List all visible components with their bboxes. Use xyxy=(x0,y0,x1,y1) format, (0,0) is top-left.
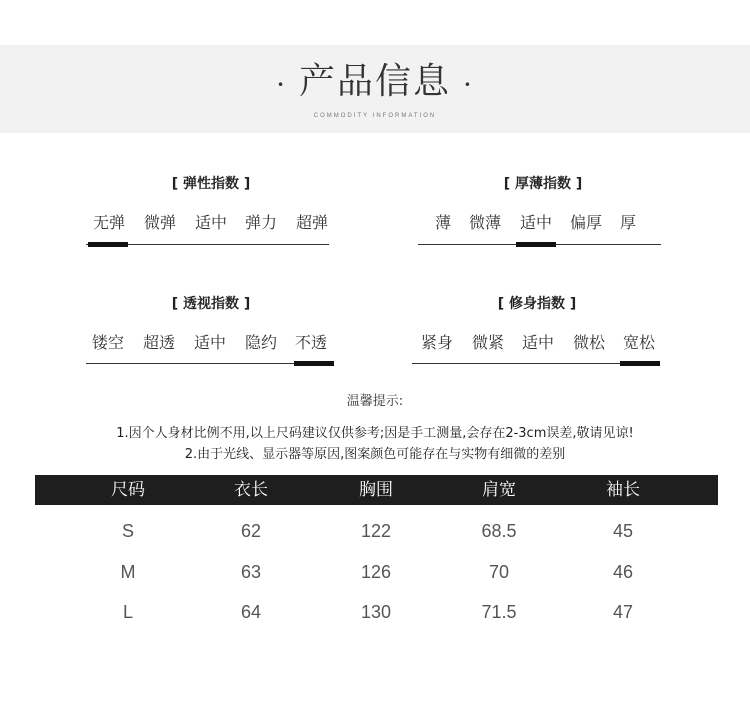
table-row xyxy=(35,597,718,627)
index-selected-marker xyxy=(88,242,128,247)
index-option: 厚 xyxy=(619,213,636,232)
table-header-cell: 衣长 xyxy=(234,480,268,500)
index-title: [ 透视指数 ] xyxy=(171,296,251,312)
title-dot-left: · xyxy=(276,67,287,101)
index-option: 适中 xyxy=(194,213,227,232)
notes-title: 温馨提示: xyxy=(346,394,404,409)
thickness-index xyxy=(418,174,668,236)
index-options xyxy=(86,330,336,356)
table-cell: 46 xyxy=(612,562,634,582)
title-text: 产品信息 xyxy=(298,61,451,102)
index-selected-marker xyxy=(516,242,556,247)
index-option: 弹力 xyxy=(244,213,277,232)
table-cell: S xyxy=(121,521,134,541)
index-option: 微薄 xyxy=(468,213,501,232)
table-cell: 47 xyxy=(612,602,634,622)
table-cell: 122 xyxy=(360,521,392,541)
size-table-header xyxy=(35,475,718,505)
table-cell: 126 xyxy=(360,562,392,582)
index-selected-marker xyxy=(294,361,334,366)
title-dot-right: · xyxy=(463,67,474,101)
table-cell: 64 xyxy=(240,602,262,622)
index-option: 超透 xyxy=(142,333,175,352)
transparency-index xyxy=(86,294,336,356)
index-title: [ 修身指数 ] xyxy=(497,296,577,312)
index-options xyxy=(86,210,336,236)
index-option: 隐约 xyxy=(244,333,277,352)
table-header-cell: 肩宽 xyxy=(482,480,516,500)
index-options xyxy=(412,330,662,356)
index-title: [ 厚薄指数 ] xyxy=(503,176,583,192)
table-header-cell: 尺码 xyxy=(111,480,145,500)
table-cell: 63 xyxy=(240,562,262,582)
header-banner xyxy=(0,45,750,133)
index-option: 不透 xyxy=(294,333,327,352)
note-line-1: 1.因个人身材比例不用,以上尺码建议仅供参考;因是手工测量,会存在2-3cm误差,敬请见谅! xyxy=(116,426,634,441)
table-cell: 68.5 xyxy=(481,521,517,541)
table-cell: 71.5 xyxy=(481,602,517,622)
index-option: 适中 xyxy=(521,333,554,352)
index-option: 适中 xyxy=(193,333,226,352)
index-option: 超弹 xyxy=(295,213,328,232)
table-row xyxy=(35,557,718,587)
elasticity-index xyxy=(86,174,336,236)
index-option: 微紧 xyxy=(471,333,504,352)
table-cell: M xyxy=(120,562,136,582)
page-subtitle: COMMODITY INFORMATION xyxy=(313,113,437,119)
index-option: 宽松 xyxy=(622,333,655,352)
table-header-cell: 胸围 xyxy=(359,480,393,500)
index-option: 偏厚 xyxy=(569,213,602,232)
table-cell: 45 xyxy=(612,521,634,541)
index-options xyxy=(418,210,668,236)
index-option: 微松 xyxy=(572,333,605,352)
note-line-2: 2.由于光线、显示器等原因,图案颜色可能存在与实物有细微的差别 xyxy=(184,447,566,462)
table-cell: 62 xyxy=(240,521,262,541)
table-row xyxy=(35,516,718,546)
fit-index xyxy=(412,294,662,356)
index-title: [ 弹性指数 ] xyxy=(171,176,251,192)
index-option: 镂空 xyxy=(91,333,124,352)
table-cell: 70 xyxy=(488,562,510,582)
index-option: 适中 xyxy=(519,213,552,232)
index-option: 微弹 xyxy=(143,213,176,232)
page-title xyxy=(0,53,750,104)
table-header-cell: 袖长 xyxy=(606,480,640,500)
index-option: 无弹 xyxy=(92,213,125,232)
index-option: 紧身 xyxy=(420,333,453,352)
table-cell: 130 xyxy=(360,602,392,622)
index-selected-marker xyxy=(620,361,660,366)
table-cell: L xyxy=(122,602,133,622)
index-option: 薄 xyxy=(434,213,451,232)
